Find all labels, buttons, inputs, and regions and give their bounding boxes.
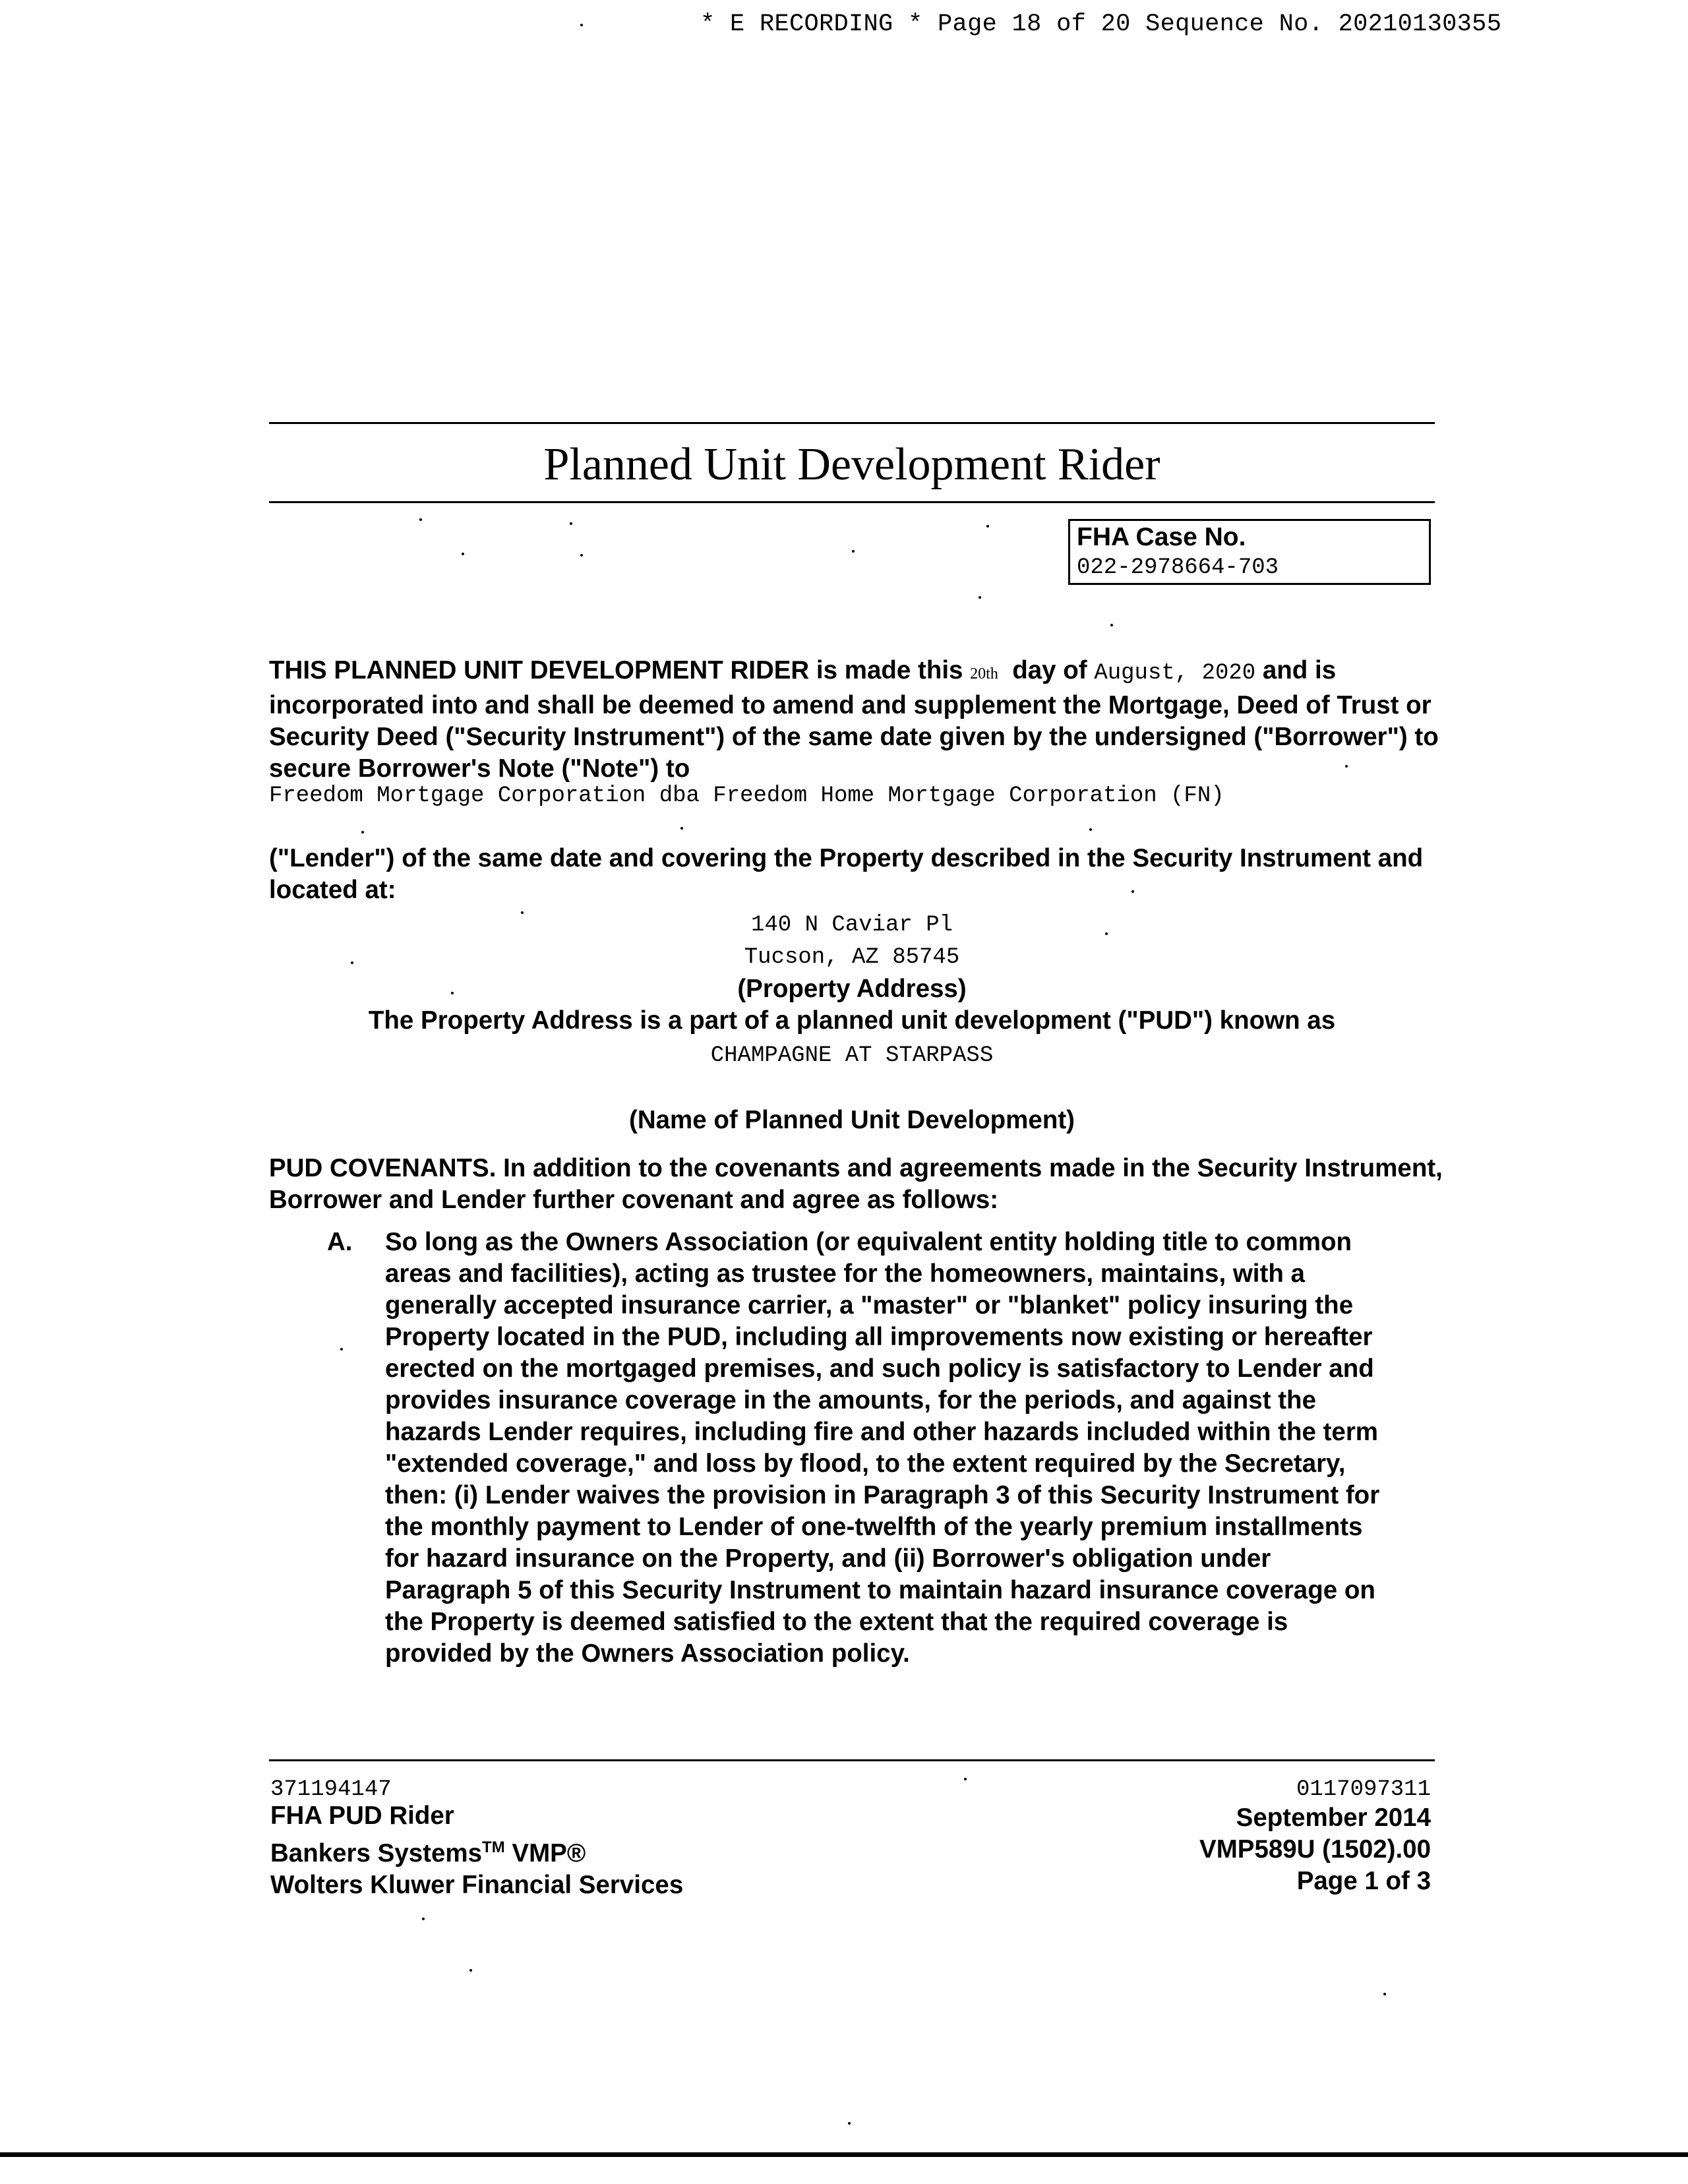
pud-name: CHAMPAGNE AT STARPASS — [710, 1043, 994, 1068]
footer-form-name: FHA PUD Rider — [270, 1802, 454, 1830]
item-a-letter: A. — [327, 1228, 353, 1256]
pud-known-as: The Property Address is a part of a planned unit development ("PUD") known as — [368, 1006, 1336, 1035]
covenants-intro: PUD COVENANTS. In addition to the covenants and agreements made in the Security Instrument, Borrower and Lender further covenant and agree as follows: — [269, 1154, 1443, 1214]
footer-publisher: Wolters Kluwer Financial Services — [270, 1870, 684, 1899]
property-address-line1: 140 N Caviar Pl — [750, 913, 953, 938]
footer-edition-date: September 2014 — [1236, 1804, 1431, 1832]
scan-speck — [580, 24, 583, 26]
lender-line: ("Lender") of the same date and covering the Property described in the Security Instrument and located at: — [269, 844, 1424, 904]
scan-speck — [986, 525, 989, 528]
scan-speck — [1089, 828, 1092, 831]
lender-name: Freedom Mortgage Corporation dba Freedom Home Mortgage Corporation (FN) — [269, 783, 1224, 808]
day-of: day of — [1012, 656, 1087, 684]
scan-speck — [1131, 890, 1134, 893]
footer-loan-id: 371194147 — [270, 1777, 392, 1802]
scan-bottom-edge — [0, 2152, 1688, 2157]
scan-speck — [469, 1969, 472, 1972]
property-address-caption: (Property Address) — [737, 975, 967, 1003]
title-bottom-rule — [269, 501, 1435, 503]
footer-vendor — [270, 1832, 683, 1869]
scan-speck — [680, 827, 683, 830]
property-address-line2: Tucson, AZ 85745 — [744, 945, 960, 970]
scan-speck — [964, 1778, 967, 1780]
fha-case-box — [1068, 519, 1431, 585]
intro-paragraph — [269, 655, 1449, 785]
footer-rule — [269, 1759, 1435, 1761]
intro-lead: THIS PLANNED UNIT DEVELOPMENT RIDER is made this — [269, 656, 963, 684]
scan-speck — [419, 518, 422, 521]
scan-speck — [351, 961, 353, 964]
scan-speck — [462, 553, 464, 555]
scan-speck — [1345, 765, 1348, 768]
pud-name-caption: (Name of Planned Unit Development) — [629, 1106, 1075, 1134]
scan-speck — [1110, 624, 1113, 626]
document-title: Planned Unit Development Rider — [543, 439, 1160, 490]
footer-vendor-name: Bankers Systems — [270, 1838, 483, 1867]
footer-right-block — [1055, 1777, 1431, 1897]
fha-case-number: 022-2978664-703 — [1077, 555, 1279, 580]
recording-stamp: * E RECORDING * Page 18 of 20 Sequence No. 20210130355 — [700, 11, 1502, 38]
footer-left-block — [270, 1800, 683, 1901]
scan-speck — [1383, 1993, 1386, 1995]
scan-speck — [848, 2122, 851, 2125]
scan-speck — [361, 831, 364, 834]
scan-speck — [521, 911, 524, 914]
scan-speck — [422, 1918, 425, 1920]
month-year: August, 2020 — [1094, 661, 1256, 686]
scan-speck — [979, 596, 981, 599]
intro-rest: and is incorporated into and shall be deemed to amend and supplement the Mortgage, Deed of Trust or Security Deed ("Security Instrument") of the same date given by the undersigned ("Borrower") to secure Borrower's Note ("Note") to — [269, 656, 1439, 783]
title-top-rule — [269, 422, 1435, 424]
footer-vendor-product: VMP® — [512, 1838, 586, 1867]
scan-speck — [852, 550, 855, 553]
scan-speck — [1105, 932, 1108, 935]
scan-speck — [451, 992, 454, 994]
footer-vendor-tm: TM — [482, 1838, 505, 1856]
fha-case-label: FHA Case No. — [1077, 523, 1246, 551]
scan-speck — [580, 554, 583, 557]
footer-doc-id: 0117097311 — [1296, 1777, 1431, 1802]
footer-page-label: Page 1 of 3 — [1296, 1867, 1431, 1895]
item-a-text: So long as the Owners Association (or equivalent entity holding title to common areas and facilities), acting as trustee for the homeowners, maintains, with a generally accepted insurance carrier, a "master" or "blanket" policy insuring the Property located in the PUD, including all improvements now existing or hereafter erected on the mortgaged premises, and such policy is satisfactory to Lender and provides insurance coverage in the amounts, for the periods, and against the hazards Lender requires, including fire and other hazards included within the term "extended coverage," and loss by flood, to the extent required by the Secretary, then: (i) Lender waives the provision in Paragraph 3 of this Security Instrument for the monthly payment to Lender of one-twelfth of the yearly premium installments for hazard insurance on the Property, and (ii) Borrower's obligation under Paragraph 5 of this Security Instrument to maintain hazard insurance coverage on the Property is deemed satisfied to the extent that the required coverage is provided by the Owners Association policy. — [385, 1228, 1380, 1668]
day-value: 20th — [970, 665, 998, 682]
scan-speck — [340, 1348, 343, 1350]
footer-form-code: VMP589U (1502).00 — [1199, 1835, 1431, 1864]
scan-speck — [570, 522, 572, 525]
